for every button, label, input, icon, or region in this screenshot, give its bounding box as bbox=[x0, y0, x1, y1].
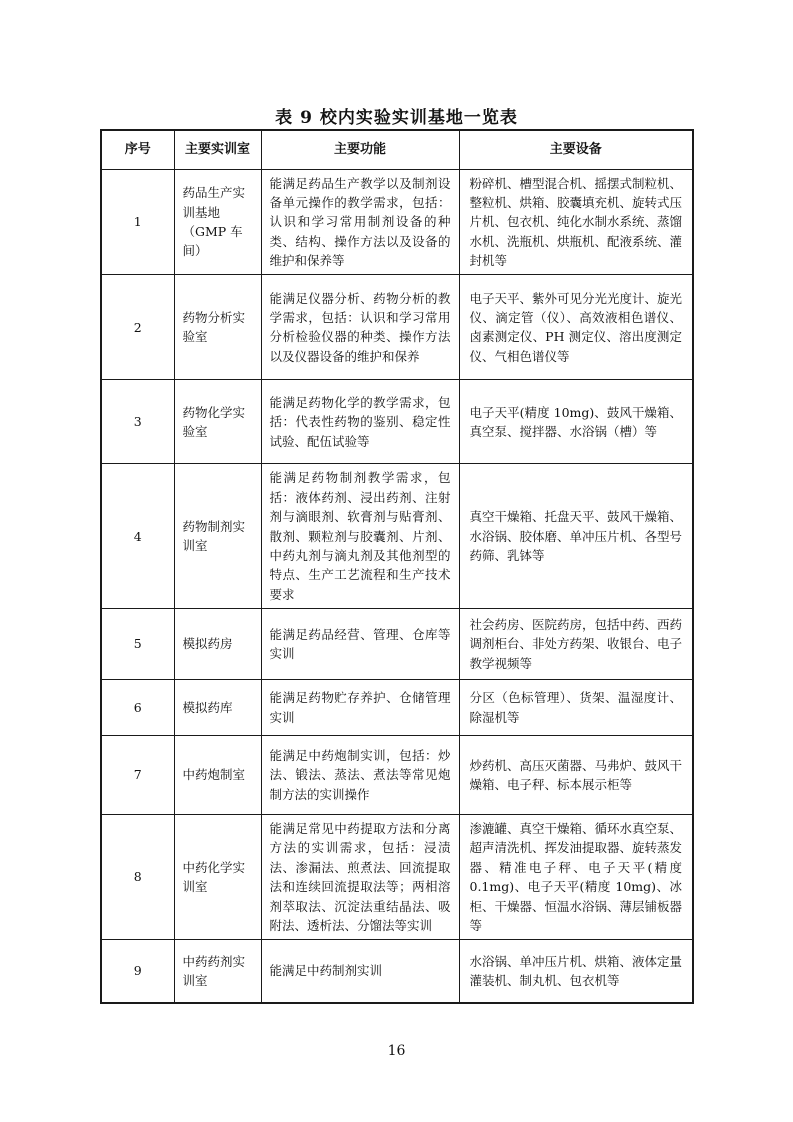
table-row bbox=[101, 275, 693, 380]
table-row bbox=[101, 680, 693, 736]
cell-training-room: 中药炮制室 bbox=[174, 736, 261, 815]
table-row bbox=[101, 736, 693, 815]
table-row bbox=[101, 380, 693, 464]
cell-training-room: 模拟药库 bbox=[174, 680, 261, 736]
cell-main-functions: 能满足常见中药提取方法和分离方法的实训需求，包括：浸渍法、渗漏法、煎煮法、回流提取法和连续回流提取法等；两相溶剂萃取法、沉淀法重结晶法、吸附法、透析法、分馏法等实训 bbox=[261, 815, 459, 940]
cell-main-functions: 能满足药品生产教学以及制剂设备单元操作的教学需求，包括：认识和学习常用制剂设备的种类、结构、操作方法以及设备的维护和保养等 bbox=[261, 169, 459, 275]
cell-main-equipment: 分区（色标管理）、货架、温湿度计、除湿机等 bbox=[459, 680, 693, 736]
cell-serial-number: 1 bbox=[101, 169, 174, 275]
page-number: 16 bbox=[387, 1043, 406, 1059]
header-main-equipment: 主要设备 bbox=[459, 130, 693, 169]
cell-main-equipment: 电子天平、紫外可见分光光度计、旋光仪、滴定管（仪）、高效液相色谱仪、卤素测定仪、PH 测定仪、溶出度测定仪、气相色谱仪等 bbox=[459, 275, 693, 380]
cell-training-room: 中药化学实训室 bbox=[174, 815, 261, 940]
header-serial-number: 序号 bbox=[101, 130, 174, 169]
cell-main-functions: 能满足药品经营、管理、仓库等实训 bbox=[261, 609, 459, 680]
cell-main-equipment: 水浴锅、单冲压片机、烘箱、液体定量灌装机、制丸机、包衣机等 bbox=[459, 940, 693, 1003]
table-row bbox=[101, 815, 693, 940]
header-main-functions: 主要功能 bbox=[261, 130, 459, 169]
table-row bbox=[101, 464, 693, 609]
cell-main-equipment: 社会药房、医院药房，包括中药、西药调剂柜台、非处方药架、收银台、电子教学视频等 bbox=[459, 609, 693, 680]
table-title: 表 9 校内实验实训基地一览表 bbox=[275, 108, 518, 128]
cell-serial-number: 5 bbox=[101, 609, 174, 680]
cell-main-functions: 能满足药物制剂教学需求，包括：液体药剂、浸出药剂、注射剂与滴眼剂、软膏剂与贴膏剂、散剂、颗粒剂与胶囊剂、片剂、中药丸剂与滴丸剂及其他剂型的特点、生产工艺流程和生产技术要求 bbox=[261, 464, 459, 609]
cell-serial-number: 2 bbox=[101, 275, 174, 380]
cell-serial-number: 8 bbox=[101, 815, 174, 940]
cell-main-functions: 能满足仪器分析、药物分析的教学需求，包括：认识和学习常用分析检验仪器的种类、操作方法以及仪器设备的维护和保养 bbox=[261, 275, 459, 380]
table-row bbox=[101, 940, 693, 1003]
cell-serial-number: 4 bbox=[101, 464, 174, 609]
cell-main-functions: 能满足药物化学的教学需求，包括：代表性药物的鉴别、稳定性试验、配伍试验等 bbox=[261, 380, 459, 464]
table-row bbox=[101, 609, 693, 680]
table-row bbox=[101, 169, 693, 275]
cell-training-room: 药物分析实验室 bbox=[174, 275, 261, 380]
cell-serial-number: 3 bbox=[101, 380, 174, 464]
cell-main-functions: 能满足中药炮制实训，包括：炒法、锻法、蒸法、煮法等常见炮制方法的实训操作 bbox=[261, 736, 459, 815]
training-base-table bbox=[100, 129, 694, 1004]
header-training-room: 主要实训室 bbox=[174, 130, 261, 169]
cell-main-equipment: 电子天平(精度 10mg)、鼓风干燥箱、真空泵、搅拌器、水浴锅（槽）等 bbox=[459, 380, 693, 464]
cell-serial-number: 9 bbox=[101, 940, 174, 1003]
cell-serial-number: 6 bbox=[101, 680, 174, 736]
cell-main-equipment: 渗漉罐、真空干燥箱、循环水真空泵、超声清洗机、挥发油提取器、旋转蒸发器、精准电子秤、电子天平(精度 0.1mg)、电子天平(精度 10mg)、冰柜、干燥器、恒温水浴锅、薄层铺板器等 bbox=[459, 815, 693, 940]
cell-main-functions: 能满足药物贮存养护、仓储管理实训 bbox=[261, 680, 459, 736]
header-row bbox=[101, 130, 693, 169]
cell-main-functions: 能满足中药制剂实训 bbox=[261, 940, 459, 1003]
cell-training-room: 中药药剂实训室 bbox=[174, 940, 261, 1003]
cell-training-room: 药物制剂实训室 bbox=[174, 464, 261, 609]
cell-main-equipment: 粉碎机、槽型混合机、摇摆式制粒机、整粒机、烘箱、胶囊填充机、旋转式压片机、包衣机、纯化水制水系统、蒸馏水机、洗瓶机、烘瓶机、配液系统、灌封机等 bbox=[459, 169, 693, 275]
cell-serial-number: 7 bbox=[101, 736, 174, 815]
cell-training-room: 药物化学实验室 bbox=[174, 380, 261, 464]
cell-training-room: 模拟药房 bbox=[174, 609, 261, 680]
cell-main-equipment: 炒药机、高压灭菌器、马弗炉、鼓风干燥箱、电子秤、标本展示柜等 bbox=[459, 736, 693, 815]
cell-main-equipment: 真空干燥箱、托盘天平、鼓风干燥箱、水浴锅、胶体磨、单冲压片机、各型号药筛、乳钵等 bbox=[459, 464, 693, 609]
cell-training-room: 药品生产实训基地（GMP 车间） bbox=[174, 169, 261, 275]
